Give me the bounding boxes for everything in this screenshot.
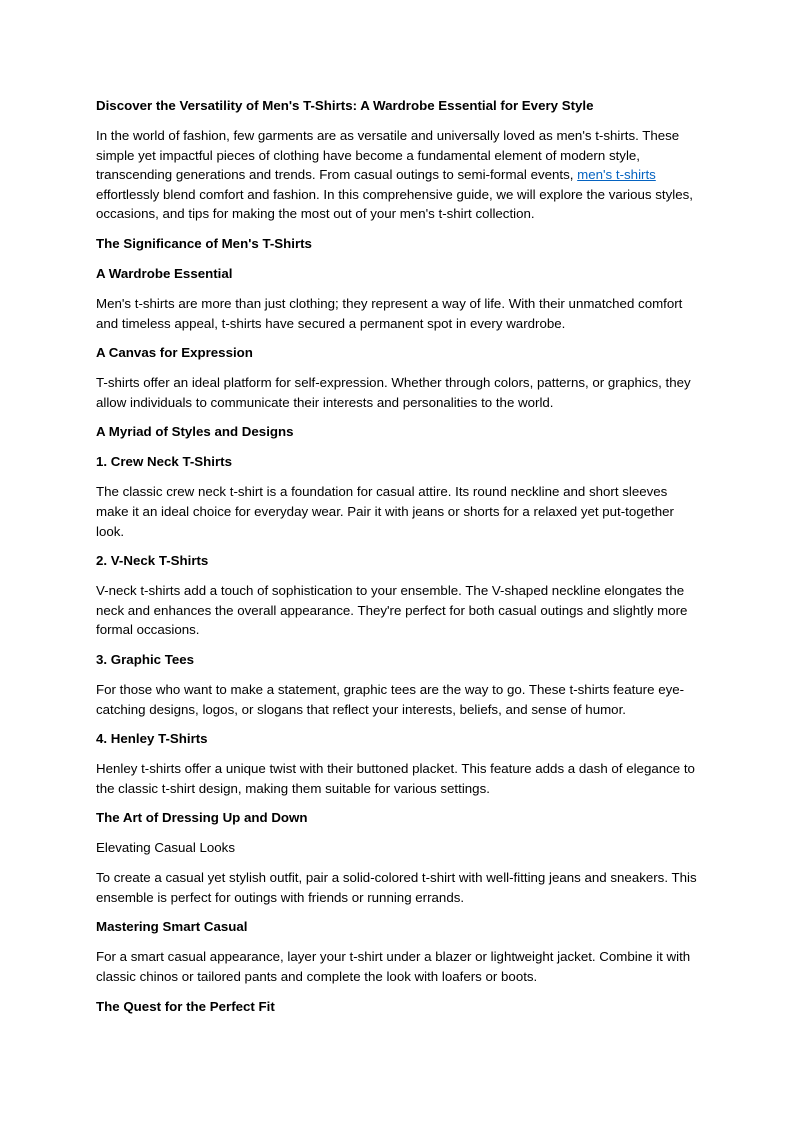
smart-casual-paragraph: For a smart casual appearance, layer your t-shirt under a blazer or lightweight jacket. Combine it with classic chinos or tailored pants and complete the look with loafers or boots. [96, 949, 691, 985]
intro-text-before-link: In the world of fashion, few garments are as versatile and universally loved as men's t-shirts. These simple yet impactful pieces of clothing have become a fundamental element of modern style, transcending generations and trends. From casual outings to semi-formal events, [96, 128, 680, 183]
crew-neck-paragraph: The classic crew neck t-shirt is a foundation for casual attire. Its round neckline and short sleeves make it an ideal choice for everyday wear. Pair it with jeans or shorts for a relaxed yet put-together look. [96, 484, 674, 539]
significance-heading: The Significance of Men's T-Shirts [96, 235, 312, 251]
henley-heading: 4. Henley T-Shirts [96, 731, 208, 747]
elevating-casual-heading: Elevating Casual Looks [96, 840, 235, 856]
canvas-paragraph: T-shirts offer an ideal platform for self-expression. Whether through colors, patterns, or graphics, they allow individuals to communicate their interests and personalities to the world. [96, 375, 691, 410]
elevating-casual-paragraph: To create a casual yet stylish outfit, pair a solid-colored t-shirt with well-fitting jeans and sneakers. This ensemble is perfect for outings with friends or running errands. [96, 870, 697, 905]
dressing-heading: The Art of Dressing Up and Down [96, 810, 308, 826]
styles-heading: A Myriad of Styles and Designs [96, 424, 294, 440]
crew-neck-heading: 1. Crew Neck T-Shirts [96, 454, 232, 470]
document-title: Discover the Versatility of Men's T-Shirts: A Wardrobe Essential for Every Style [96, 98, 594, 113]
henley-paragraph: Henley t-shirts offer a unique twist with their buttoned placket. This feature adds a dash of elegance to the classic t-shirt design, making them suitable for various settings. [96, 761, 695, 796]
intro-paragraph [96, 126, 700, 224]
smart-casual-heading: Mastering Smart Casual [96, 919, 248, 935]
essential-paragraph: Men's t-shirts are more than just clothing; they represent a way of life. With their unmatched comfort and timeless appeal, t-shirts have secured a permanent spot in every wardrobe. [96, 295, 683, 331]
vneck-paragraph: V-neck t-shirts add a touch of sophistication to your ensemble. The V-shaped neckline elongates the neck and enhances the overall appearance. They're perfect for both casual outings and slightly more formal occasions. [96, 583, 688, 638]
vneck-heading: 2. V-Neck T-Shirts [96, 553, 209, 569]
graphic-tees-heading: 3. Graphic Tees [96, 651, 195, 667]
canvas-heading: A Canvas for Expression [96, 345, 253, 361]
essential-heading: A Wardrobe Essential [96, 265, 233, 281]
graphic-tees-paragraph: For those who want to make a statement, graphic tees are the way to go. These t-shirts feature eye-catching designs, logos, or slogans that reflect your interests, beliefs, and sense of humor. [96, 681, 685, 717]
document-page [96, 96, 700, 1027]
intro-text-after-link: effortlessly blend comfort and fashion. In this comprehensive guide, we will explore the various styles, occasions, and tips for making the most out of your men's t-shirt collection. [96, 186, 693, 222]
perfect-fit-heading: The Quest for the Perfect Fit [96, 998, 275, 1014]
mens-tshirts-link[interactable]: men's t-shirts [577, 167, 656, 183]
